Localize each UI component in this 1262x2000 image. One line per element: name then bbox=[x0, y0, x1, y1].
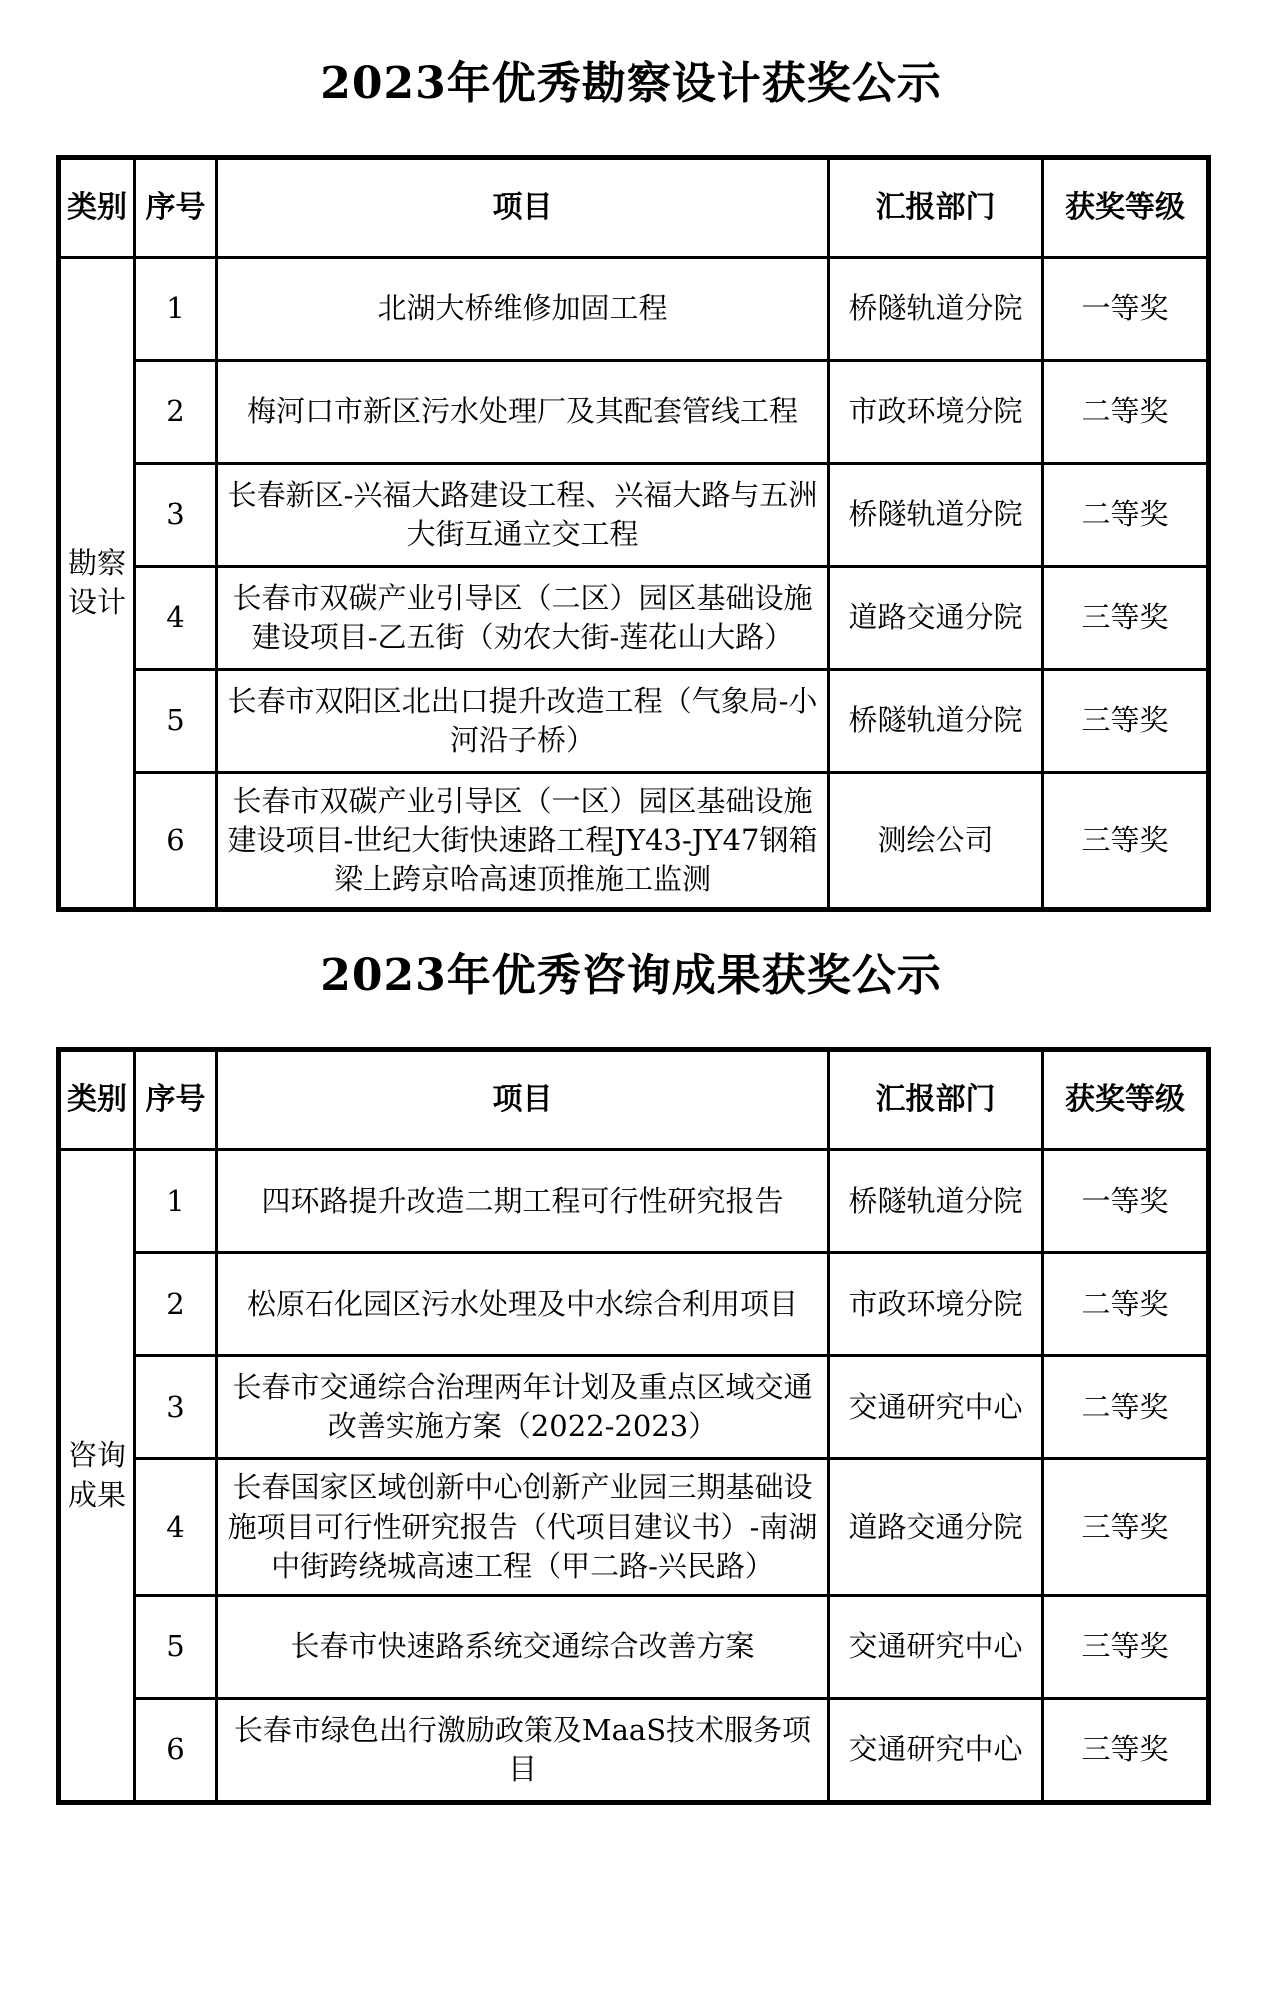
project-name: 松原石化园区污水处理及中水综合利用项目 bbox=[217, 1253, 829, 1356]
table-row bbox=[59, 1253, 1209, 1356]
department-name: 桥隧轨道分院 bbox=[829, 670, 1043, 773]
row-index: 3 bbox=[135, 464, 217, 567]
header-category: 类别 bbox=[59, 1050, 135, 1150]
table-row bbox=[59, 670, 1209, 773]
header-index: 序号 bbox=[135, 158, 217, 258]
section-title: 2023年优秀咨询成果获奖公示 bbox=[320, 950, 942, 1002]
award-level: 三等奖 bbox=[1043, 1595, 1209, 1698]
row-index: 5 bbox=[135, 1595, 217, 1698]
project-name: 长春市快速路系统交通综合改善方案 bbox=[217, 1595, 829, 1698]
department-name: 道路交通分院 bbox=[829, 1459, 1043, 1595]
category-cell: 勘察设计 bbox=[59, 258, 135, 910]
department-name: 交通研究中心 bbox=[829, 1356, 1043, 1459]
project-name: 北湖大桥维修加固工程 bbox=[217, 258, 829, 361]
header-category: 类别 bbox=[59, 158, 135, 258]
table-header-row bbox=[59, 158, 1209, 258]
table-row bbox=[59, 1595, 1209, 1698]
award-level: 三等奖 bbox=[1043, 1459, 1209, 1595]
row-index: 3 bbox=[135, 1356, 217, 1459]
table-row bbox=[59, 464, 1209, 567]
header-award: 获奖等级 bbox=[1043, 1050, 1209, 1150]
award-level: 三等奖 bbox=[1043, 773, 1209, 910]
table-body bbox=[59, 1150, 1209, 1802]
table-row bbox=[59, 773, 1209, 910]
department-name: 测绘公司 bbox=[829, 773, 1043, 910]
row-index: 2 bbox=[135, 361, 217, 464]
project-name: 梅河口市新区污水处理厂及其配套管线工程 bbox=[217, 361, 829, 464]
project-name: 长春新区-兴福大路建设工程、兴福大路与五洲大街互通立交工程 bbox=[217, 464, 829, 567]
section-title: 2023年优秀勘察设计获奖公示 bbox=[320, 58, 942, 109]
table-row bbox=[59, 1150, 1209, 1253]
row-index: 1 bbox=[135, 258, 217, 361]
row-index: 4 bbox=[135, 1459, 217, 1595]
header-index: 序号 bbox=[135, 1050, 217, 1150]
category-cell: 咨询成果 bbox=[59, 1150, 135, 1802]
award-level: 一等奖 bbox=[1043, 258, 1209, 361]
award-section bbox=[56, 948, 1206, 1814]
table-body bbox=[59, 258, 1209, 910]
table-header-row bbox=[59, 1050, 1209, 1150]
department-name: 交通研究中心 bbox=[829, 1595, 1043, 1698]
row-index: 1 bbox=[135, 1150, 217, 1253]
section-spacer bbox=[56, 1805, 1206, 1815]
award-table bbox=[56, 155, 1211, 912]
row-index: 4 bbox=[135, 567, 217, 670]
header-award: 获奖等级 bbox=[1043, 158, 1209, 258]
project-name: 长春市交通综合治理两年计划及重点区域交通改善实施方案（2022-2023） bbox=[217, 1356, 829, 1459]
award-level: 二等奖 bbox=[1043, 361, 1209, 464]
award-level: 一等奖 bbox=[1043, 1150, 1209, 1253]
department-name: 桥隧轨道分院 bbox=[829, 1150, 1043, 1253]
award-level: 三等奖 bbox=[1043, 670, 1209, 773]
award-level: 二等奖 bbox=[1043, 1253, 1209, 1356]
header-project: 项目 bbox=[217, 1050, 829, 1150]
header-department: 汇报部门 bbox=[829, 158, 1043, 258]
project-name: 长春市绿色出行激励政策及MaaS技术服务项目 bbox=[217, 1698, 829, 1802]
department-name: 市政环境分院 bbox=[829, 1253, 1043, 1356]
row-index: 5 bbox=[135, 670, 217, 773]
table-row bbox=[59, 567, 1209, 670]
award-level: 二等奖 bbox=[1043, 1356, 1209, 1459]
table-row bbox=[59, 258, 1209, 361]
table-row bbox=[59, 1356, 1209, 1459]
project-name: 四环路提升改造二期工程可行性研究报告 bbox=[217, 1150, 829, 1253]
department-name: 交通研究中心 bbox=[829, 1698, 1043, 1802]
row-index: 6 bbox=[135, 773, 217, 910]
header-project: 项目 bbox=[217, 158, 829, 258]
project-name: 长春市双碳产业引导区（二区）园区基础设施建设项目-乙五街（劝农大街-莲花山大路） bbox=[217, 567, 829, 670]
award-section bbox=[56, 56, 1206, 922]
department-name: 市政环境分院 bbox=[829, 361, 1043, 464]
department-name: 道路交通分院 bbox=[829, 567, 1043, 670]
row-index: 6 bbox=[135, 1698, 217, 1802]
table-row bbox=[59, 1459, 1209, 1595]
award-level: 三等奖 bbox=[1043, 567, 1209, 670]
project-name: 长春市双阳区北出口提升改造工程（气象局-小河沿子桥） bbox=[217, 670, 829, 773]
project-name: 长春市双碳产业引导区（一区）园区基础设施建设项目-世纪大街快速路工程JY43-JY47钢箱梁上跨京哈高速顶推施工监测 bbox=[217, 773, 829, 910]
award-table bbox=[56, 1047, 1211, 1804]
department-name: 桥隧轨道分院 bbox=[829, 258, 1043, 361]
award-level: 三等奖 bbox=[1043, 1698, 1209, 1802]
award-level: 二等奖 bbox=[1043, 464, 1209, 567]
project-name: 长春国家区域创新中心创新产业园三期基础设施项目可行性研究报告（代项目建议书）-南湖中街跨绕城高速工程（甲二路-兴民路） bbox=[217, 1459, 829, 1595]
table-row bbox=[59, 1698, 1209, 1802]
section-spacer bbox=[56, 912, 1206, 922]
department-name: 桥隧轨道分院 bbox=[829, 464, 1043, 567]
header-department: 汇报部门 bbox=[829, 1050, 1043, 1150]
row-index: 2 bbox=[135, 1253, 217, 1356]
table-row bbox=[59, 361, 1209, 464]
